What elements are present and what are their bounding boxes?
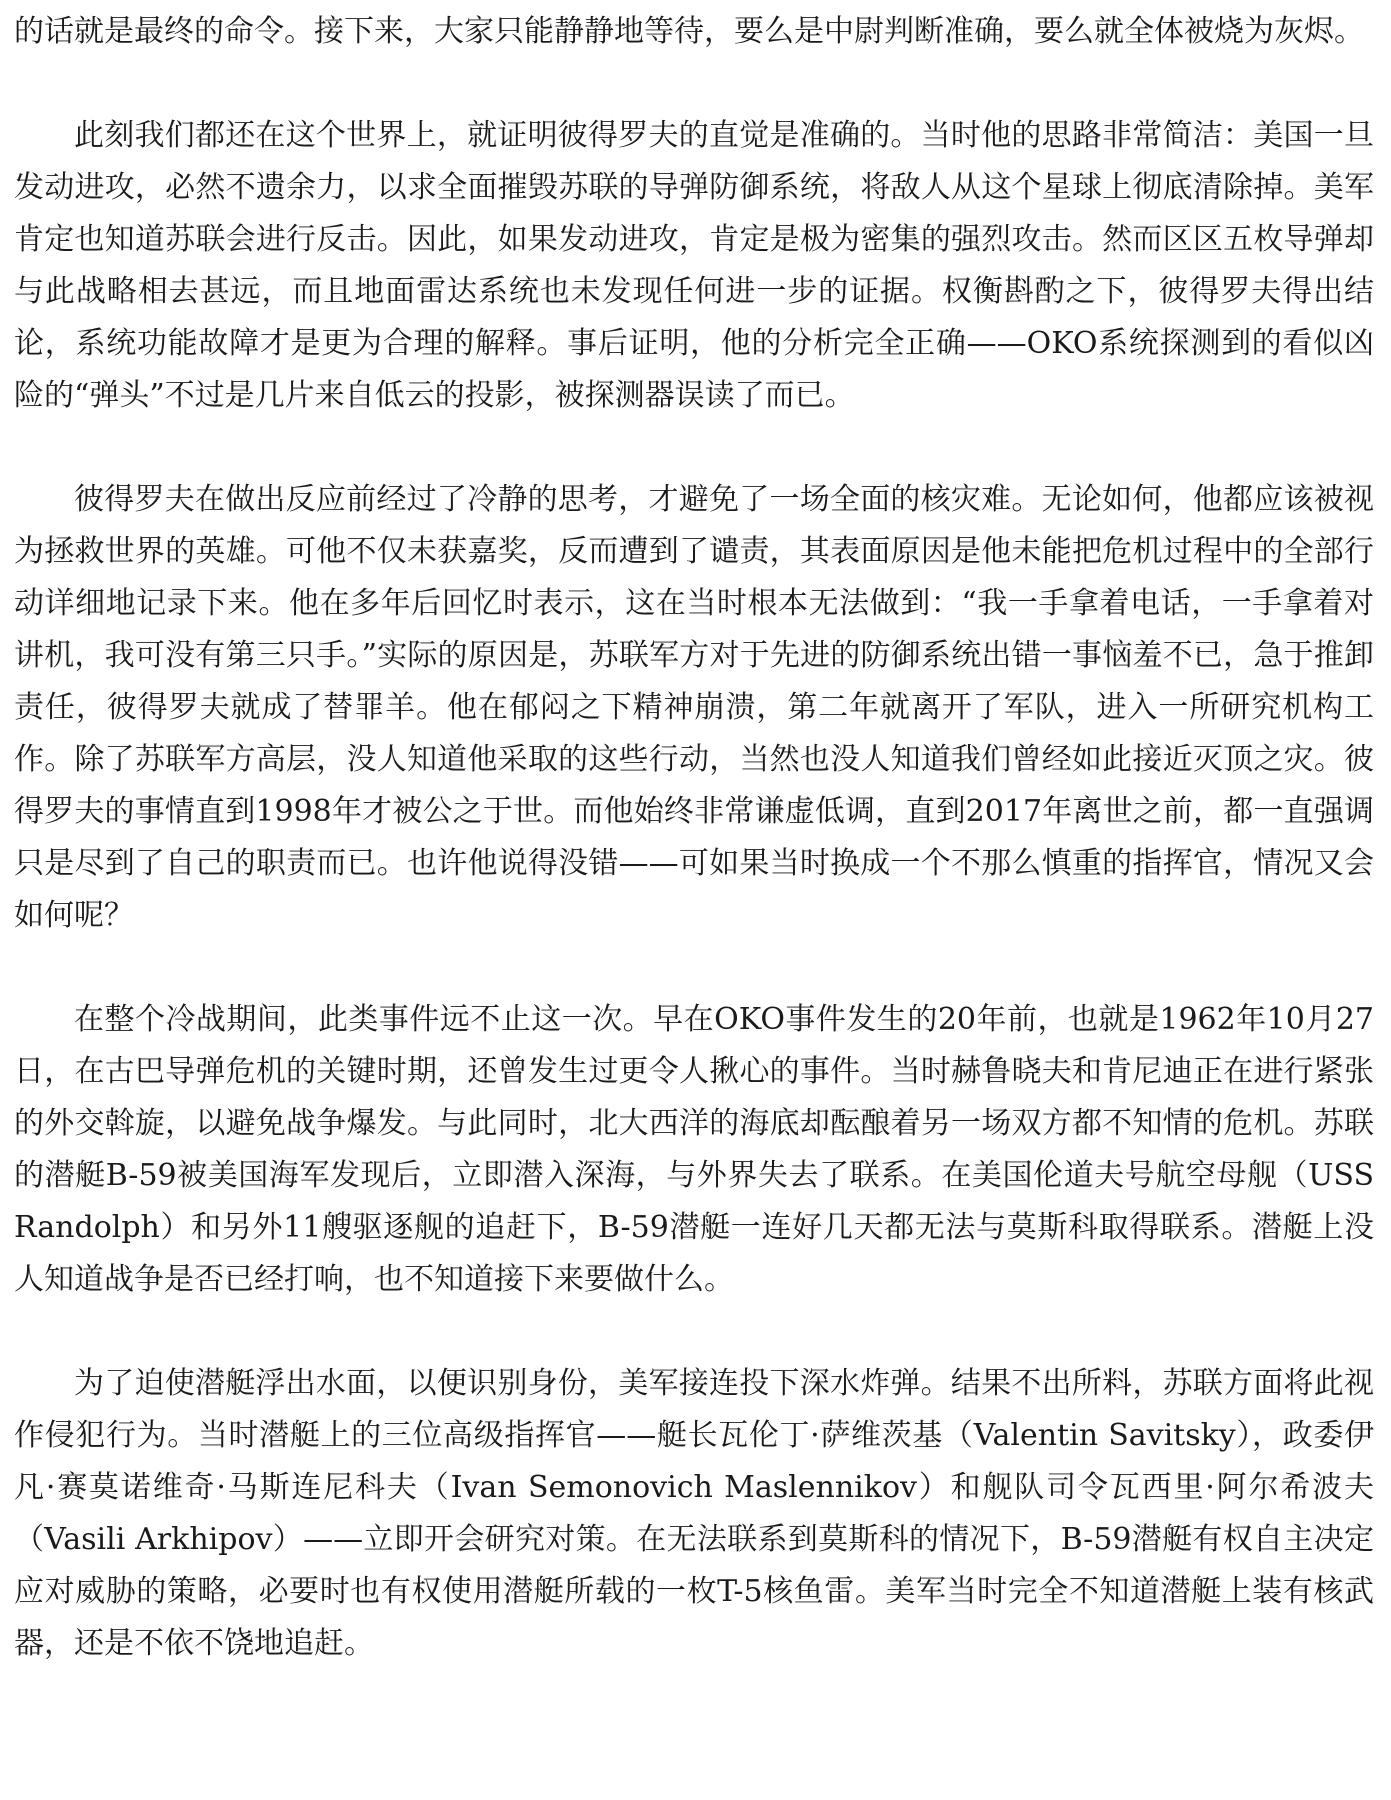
book-page bbox=[14, 6, 1374, 1670]
paragraph-submarine-b59: 为了迫使潜艇浮出水面，以便识别身份，美军接连投下深水炸弹。结果不出所料，苏联方面将此视作侵犯行为。当时潜艇上的三位高级指挥官——艇长瓦伦丁·萨维茨基（Valentin Savitsky），政委伊凡·赛莫诺维奇·马斯连尼科夫（Ivan Semonovich Maslennikov）和舰队司令瓦西里·阿尔希波夫（Vasili Arkhipov）——立即开会研究对策。在无法联系到莫斯科的情况下，B-59潜艇有权自主决定应对威胁的策略，必要时也有权使用潜艇所载的一枚T-5核鱼雷。美军当时完全不知道潜艇上装有核武器，还是不依不饶地追赶。 bbox=[14, 1366, 1374, 1661]
paragraph-petrov-aftermath: 彼得罗夫在做出反应前经过了冷静的思考，才避免了一场全面的核灾难。无论如何，他都应该被视为拯救世界的英雄。可他不仅未获嘉奖，反而遭到了谴责，其表面原因是他未能把危机过程中的全部行动详细地记录下来。他在多年后回忆时表示，这在当时根本无法做到：“我一手拿着电话，一手拿着对讲机，我可没有第三只手。”实际的原因是，苏联军方对于先进的防御系统出错一事恼羞不已，急于推卸责任，彼得罗夫就成了替罪羊。他在郁闷之下精神崩溃，第二年就离开了军队，进入一所研究机构工作。除了苏联军方高层，没人知道他采取的这些行动，当然也没人知道我们曾经如此接近灭顶之灾。彼得罗夫的事情直到1998年才被公之于世。而他始终非常谦虚低调，直到2017年离世之前，都一直强调只是尽到了自己的职责而已。也许他说得没错——可如果当时换成一个不那么慎重的指挥官，情况又会如何呢？ bbox=[14, 482, 1374, 933]
paragraph-petrov-intuition: 此刻我们都还在这个世界上，就证明彼得罗夫的直觉是准确的。当时他的思路非常简洁：美国一旦发动进攻，必然不遗余力，以求全面摧毁苏联的导弹防御系统，将敌人从这个星球上彻底清除掉。美军肯定也知道苏联会进行反击。因此，如果发动进攻，肯定是极为密集的强烈攻击。然而区区五枚导弹却与此战略相去甚远，而且地面雷达系统也未发现任何进一步的证据。权衡斟酌之下，彼得罗夫得出结论，系统功能故障才是更为合理的解释。事后证明，他的分析完全正确——OKO系统探测到的看似凶险的“弹头”不过是几片来自低云的投影，被探测器误读了而已。 bbox=[14, 118, 1374, 413]
paragraph-continuation: 的话就是最终的命令。接下来，大家只能静静地等待，要么是中尉判断准确，要么就全体被烧为灰烬。 bbox=[14, 14, 1364, 49]
paragraph-cuban-missile-crisis: 在整个冷战期间，此类事件远不止这一次。早在OKO事件发生的20年前，也就是1962年10月27日，在古巴导弹危机的关键时期，还曾发生过更令人揪心的事件。当时赫鲁晓夫和肯尼迪正在进行紧张的外交斡旋，以避免战争爆发。与此同时，北大西洋的海底却酝酿着另一场双方都不知情的危机。苏联的潜艇B-59被美国海军发现后，立即潜入深海，与外界失去了联系。在美国伦道夫号航空母舰（USS Randolph）和另外11艘驱逐舰的追赶下，B-59潜艇一连好几天都无法与莫斯科取得联系。潜艇上没人知道战争是否已经打响，也不知道接下来要做什么。 bbox=[14, 1002, 1374, 1297]
